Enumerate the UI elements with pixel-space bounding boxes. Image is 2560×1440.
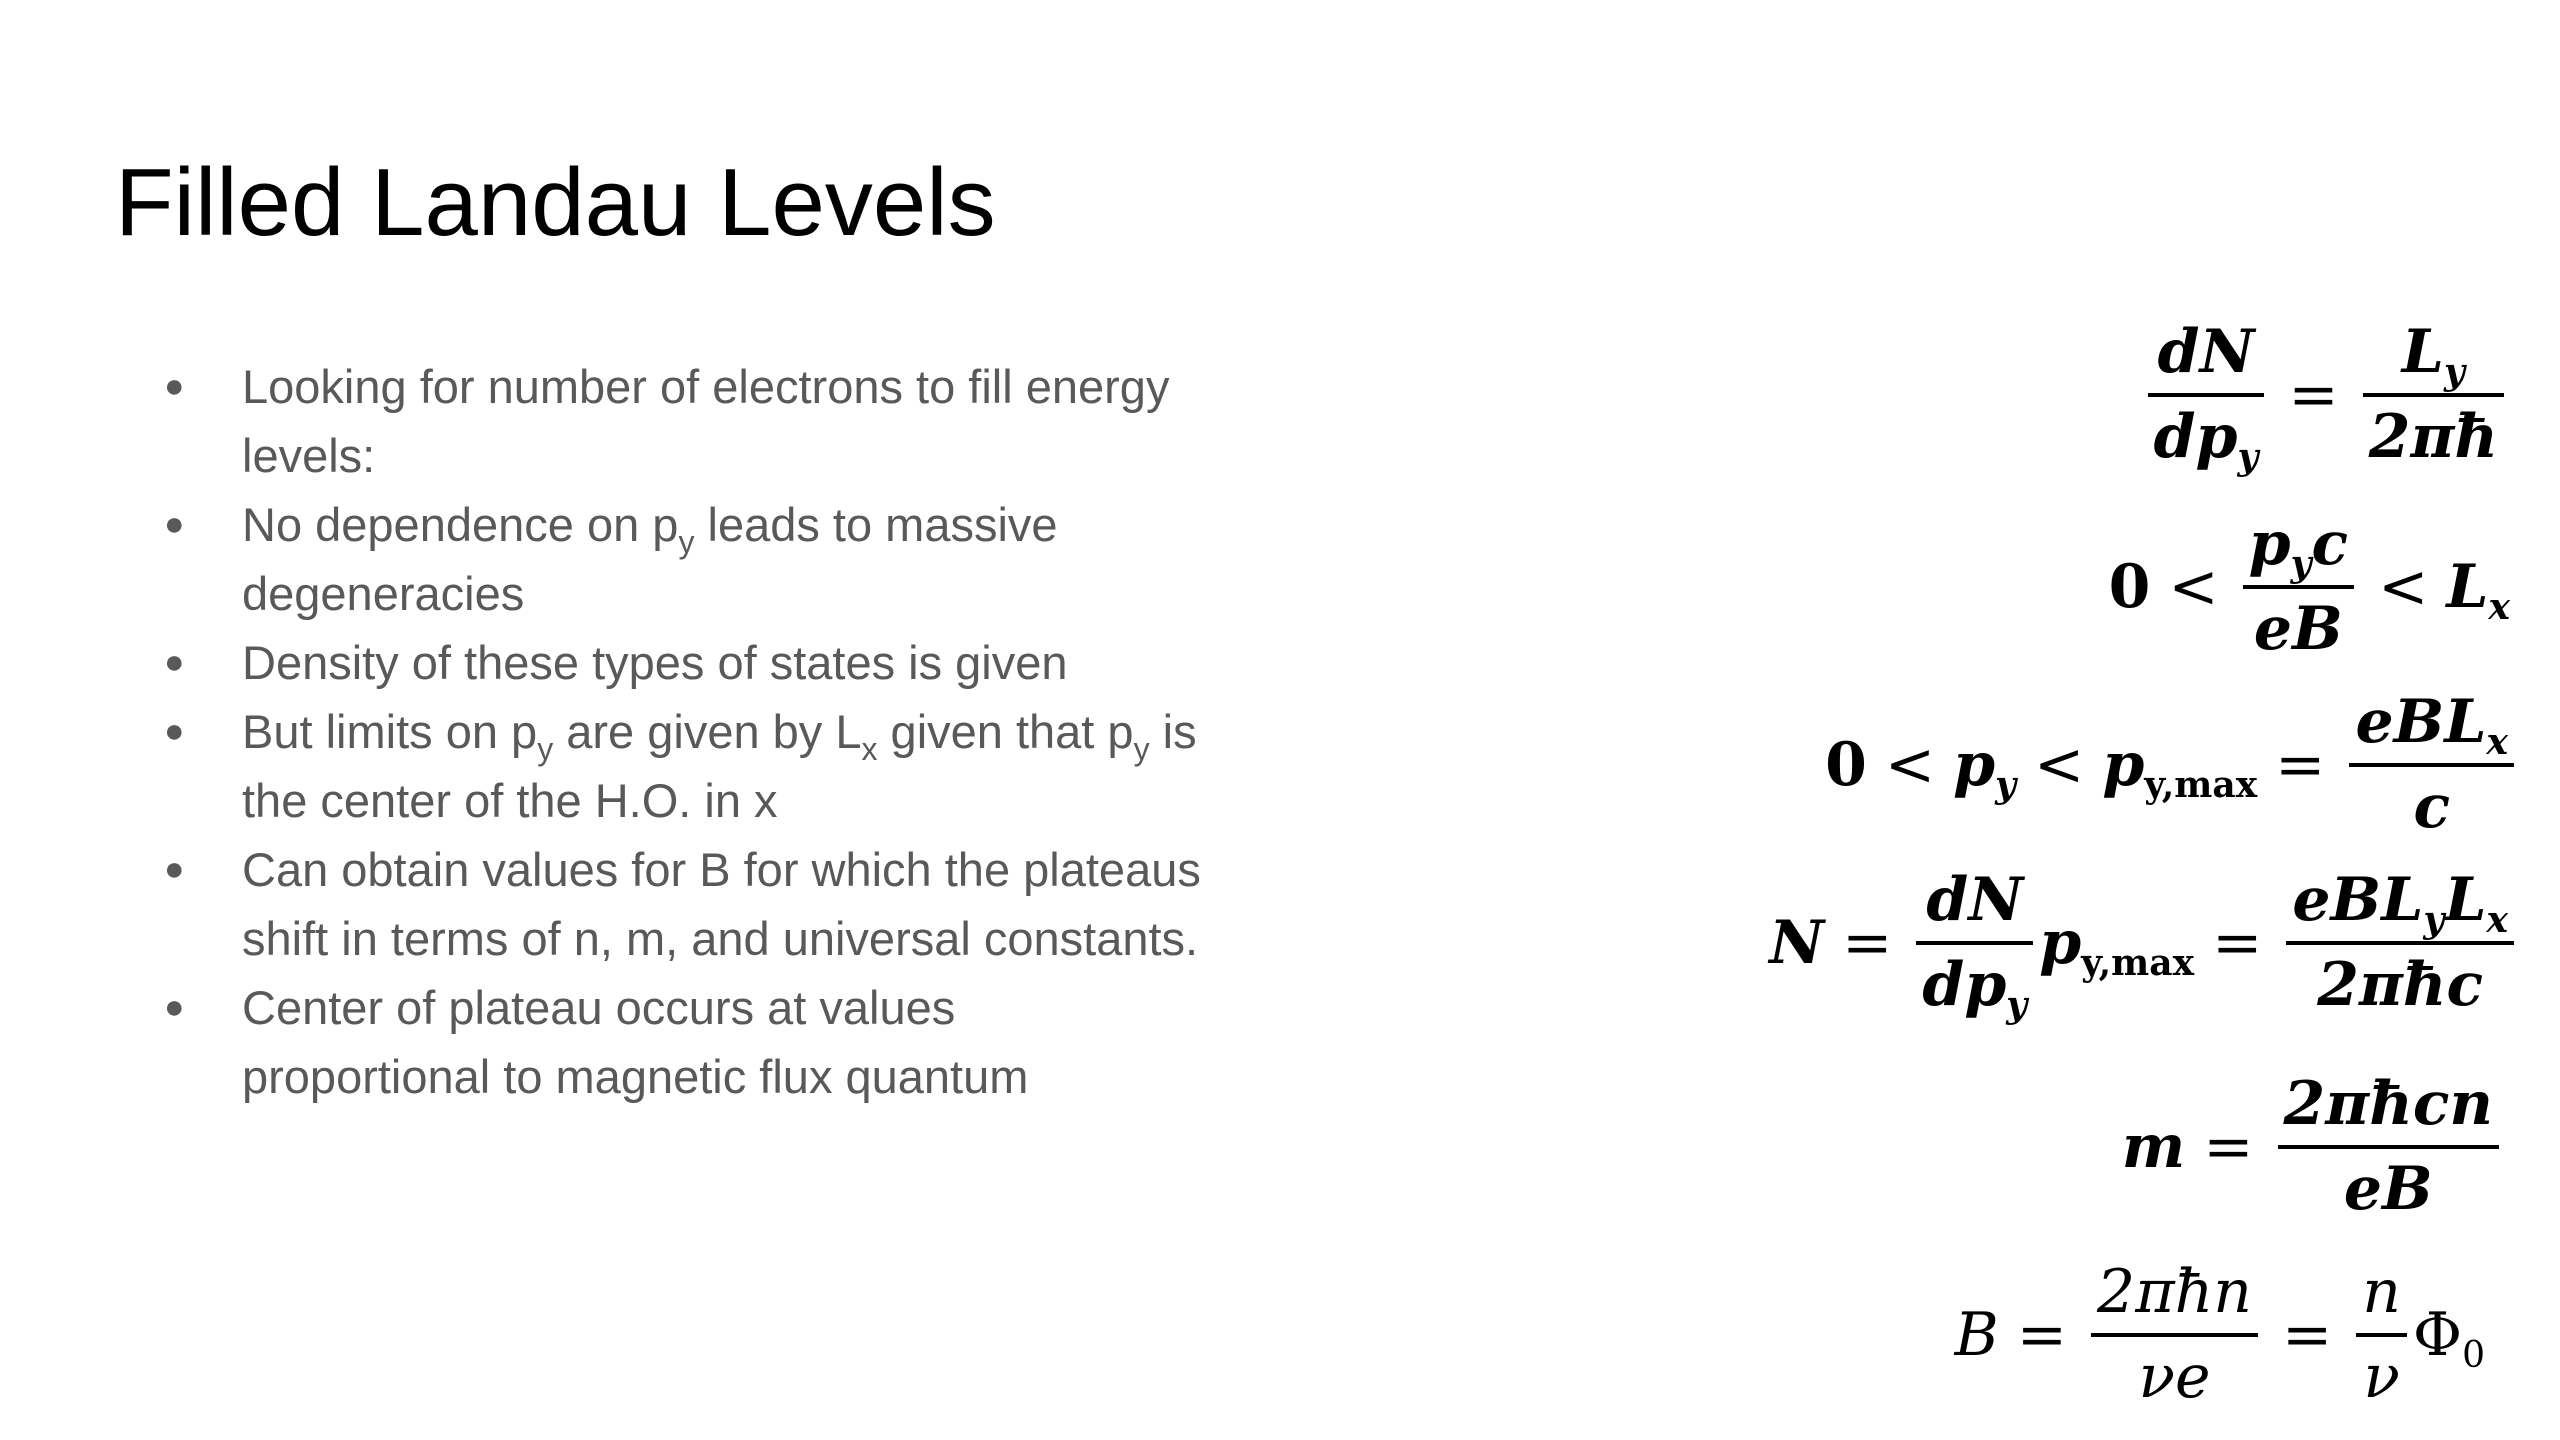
bullet-dot-icon: ● [164, 643, 185, 681]
denominator: c [2413, 772, 2450, 842]
fraction-bar [2356, 1333, 2407, 1337]
equals-sign: = [2016, 1300, 2068, 1370]
bullet-text: No dependence on $p_y$ leads to massive degeneracies [242, 498, 1058, 620]
less-than: < [2378, 552, 2429, 622]
less-than: < [1884, 730, 1936, 800]
numerator: dN [1926, 865, 2024, 935]
denominator: $dp_y$ [2153, 402, 2259, 478]
equation-m [2122, 1070, 2505, 1224]
denominator: eB [2343, 1154, 2433, 1224]
fraction [2148, 317, 2265, 478]
denominator: ν [2363, 1342, 2400, 1412]
bullet-text: But limits on $p_y$ are given by $L_x$ given that $p_y$ is the center of the H.O. in x [242, 705, 1197, 827]
denominator: 2πħc [2317, 950, 2484, 1020]
numerator: $p_yc$ [2248, 509, 2349, 585]
fraction-bar [2091, 1333, 2258, 1337]
length-x: $L_x$ [2446, 552, 2510, 628]
momentum-y-max: $p_{y,max}$ [2102, 730, 2258, 806]
equals-sign: = [2203, 1112, 2254, 1182]
denominator: $dp_y$ [1922, 950, 2028, 1026]
bullet-text: Center of plateau occurs at values proportional to magnetic flux quantum [242, 981, 1029, 1103]
b-field: B [1954, 1300, 1999, 1370]
zero: 0 [1825, 730, 1867, 800]
denominator: eB [2253, 594, 2343, 664]
bullet-item [150, 352, 1210, 490]
bullet-text: Density of these types of states is given [242, 636, 1068, 689]
equals-sign: = [2275, 730, 2326, 800]
fraction [2278, 1070, 2499, 1224]
equals-sign: = [2212, 908, 2263, 978]
zero: 0 [2108, 552, 2151, 622]
numerator: n [2362, 1257, 2401, 1327]
fraction [2091, 1258, 2258, 1412]
flux-quantum: $\Phi_0$ [2412, 1300, 2485, 1376]
bullet-text: Looking for number of electrons to fill energy levels: [242, 360, 1170, 482]
fraction [2243, 510, 2354, 664]
numerator: 2πħcn [2283, 1069, 2493, 1139]
bullet-dot-icon: ● [164, 505, 185, 543]
fraction [1916, 865, 2033, 1026]
less-than: < [2168, 552, 2219, 622]
momentum-y: $p_y$ [1953, 730, 2017, 806]
equations-panel [1660, 318, 2520, 1440]
fraction-bar [2286, 941, 2514, 945]
bullet-dot-icon: ● [164, 850, 185, 888]
denominator: νe [2138, 1342, 2211, 1412]
fraction-bar [2363, 393, 2504, 397]
fraction-bar [2243, 585, 2354, 589]
bullet-dot-icon: ● [164, 988, 185, 1026]
numerator: $eBL_yL_x$ [2292, 865, 2508, 941]
equation-electron-count [1769, 865, 2520, 1026]
fraction-bar [2148, 393, 2265, 397]
equation-b-flux-quantum [1955, 1258, 2485, 1412]
equation-py-bounds [2109, 510, 2510, 664]
denominator: 2πħ [2368, 402, 2498, 472]
equation-py-max [1825, 688, 2520, 842]
bullet-text: Can obtain values for B for which the plateaus shift in terms of n, m, and universal constants. [242, 843, 1201, 965]
momentum-y-max: $p_{y,max}$ [2039, 908, 2195, 984]
bullet-item [150, 628, 1210, 697]
bullet-list [150, 352, 1210, 1111]
fraction [2363, 318, 2504, 472]
less-than: < [2034, 730, 2085, 800]
m-variable: m [2121, 1112, 2186, 1182]
bullet-dot-icon: ● [164, 367, 185, 405]
numerator: eBL$_x$ [2355, 687, 2508, 763]
bullet-item [150, 697, 1210, 835]
numerator: $L_y$ [2401, 317, 2465, 393]
electron-count: N [1769, 908, 1825, 978]
equals-sign: = [1842, 908, 1893, 978]
bullet-item [150, 973, 1210, 1111]
fraction [2286, 866, 2514, 1020]
equals-sign: = [2281, 1300, 2333, 1370]
bullet-item [150, 490, 1210, 628]
fraction-bar [2349, 763, 2514, 767]
fraction-bar [1916, 941, 2033, 945]
bullet-item [150, 835, 1210, 973]
fraction-bar [2278, 1145, 2499, 1149]
slide-title: Filled Landau Levels [115, 149, 996, 256]
equation-density-of-states [2142, 317, 2510, 478]
equals-sign: = [2288, 360, 2339, 430]
fraction [2349, 688, 2514, 842]
numerator: dN [2157, 317, 2255, 387]
numerator: 2πħn [2097, 1257, 2252, 1327]
bullet-dot-icon: ● [164, 712, 185, 750]
fraction [2356, 1258, 2407, 1412]
